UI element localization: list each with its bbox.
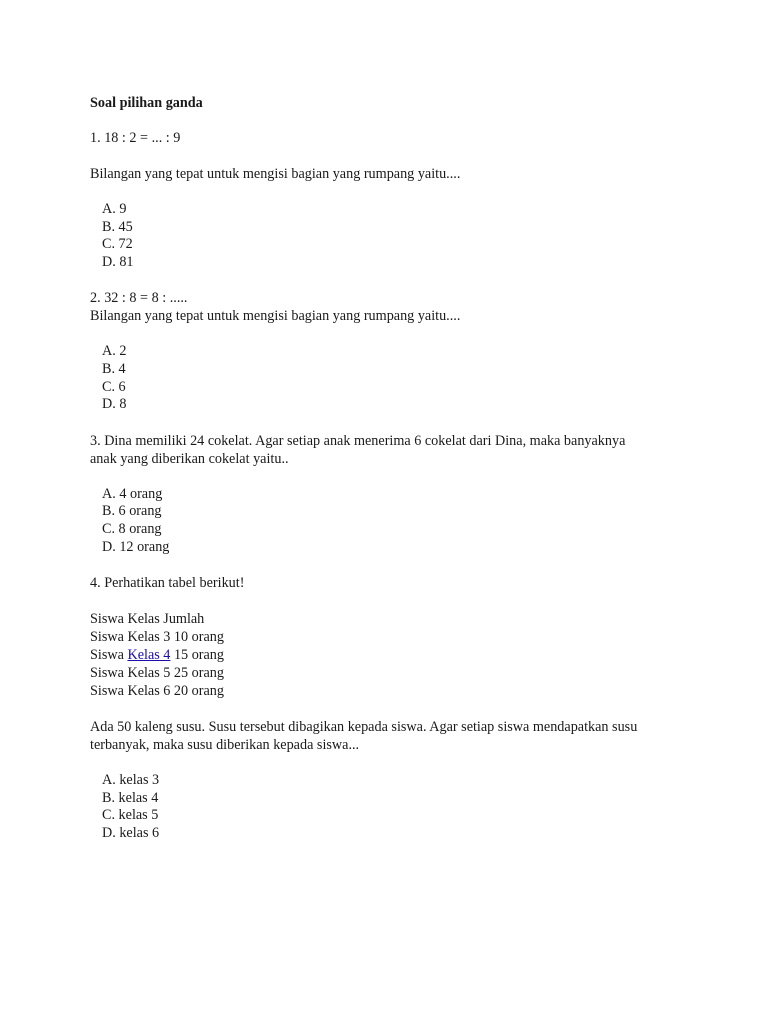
student-table xyxy=(90,610,690,700)
option-a: A. 9 xyxy=(102,201,127,217)
question-4-options xyxy=(90,772,690,842)
table-row xyxy=(90,646,690,664)
option-a: A. 2 xyxy=(102,343,127,360)
table-row-prefix: Siswa xyxy=(90,647,128,664)
option-a: A. 4 orang xyxy=(102,485,163,502)
option-d: D. 12 orang xyxy=(102,538,170,555)
question-2 xyxy=(90,289,690,413)
question-1-prompt: Bilangan yang tepat untuk mengisi bagian yang rumpang yaitu.... xyxy=(90,166,461,182)
option-b: B. kelas 4 xyxy=(102,789,159,806)
question-3-text-line-1: 3. Dina memiliki 24 cokelat. Agar setiap anak menerima 6 cokelat dari Dina, maka banyaknya xyxy=(90,432,626,449)
question-3 xyxy=(90,432,690,556)
table-row-suffix: 15 orang xyxy=(170,647,224,664)
question-3-options xyxy=(90,486,690,556)
question-2-header: 2. 32 : 8 = 8 : ..... xyxy=(90,290,188,307)
option-d: D. 81 xyxy=(102,253,134,270)
question-4-text-line-1: Ada 50 kaleng susu. Susu tersebut dibagikan kepada siswa. Agar setiap siswa mendapatkan susu xyxy=(90,719,638,736)
question-3-text-line-2: anak yang diberikan cokelat yaitu.. xyxy=(90,450,289,467)
question-4-text-line-2: terbanyak, maka susu diberikan kepada siswa... xyxy=(90,737,360,754)
question-1 xyxy=(90,129,690,271)
table-row: Siswa Kelas 3 10 orang xyxy=(90,629,224,646)
option-a: A. kelas 3 xyxy=(102,772,160,789)
table-row: Siswa Kelas 6 20 orang xyxy=(90,683,224,700)
option-c: C. 8 orang xyxy=(102,520,162,537)
question-4-header: 4. Perhatikan tabel berikut! xyxy=(90,575,245,592)
option-b: B. 4 xyxy=(102,360,126,377)
document-page xyxy=(90,94,690,843)
document-title: Soal pilihan ganda xyxy=(90,95,203,111)
question-2-options xyxy=(90,343,690,413)
question-1-options xyxy=(90,201,690,271)
option-c: C. 72 xyxy=(102,236,133,253)
kelas-4-link[interactable]: Kelas 4 xyxy=(127,647,171,664)
table-row: Siswa Kelas 5 25 orang xyxy=(90,665,224,682)
question-1-header: 1. 18 : 2 = ... : 9 xyxy=(90,130,181,146)
question-4 xyxy=(90,574,690,842)
option-d: D. 8 xyxy=(102,396,127,413)
option-b: B. 6 orang xyxy=(102,503,162,520)
table-header-row: Siswa Kelas Jumlah xyxy=(90,611,205,628)
option-c: C. kelas 5 xyxy=(102,807,159,824)
option-b: B. 45 xyxy=(102,218,133,235)
question-2-prompt: Bilangan yang tepat untuk mengisi bagian yang rumpang yaitu.... xyxy=(90,308,461,325)
option-d: D. kelas 6 xyxy=(102,824,160,841)
option-c: C. 6 xyxy=(102,378,126,395)
